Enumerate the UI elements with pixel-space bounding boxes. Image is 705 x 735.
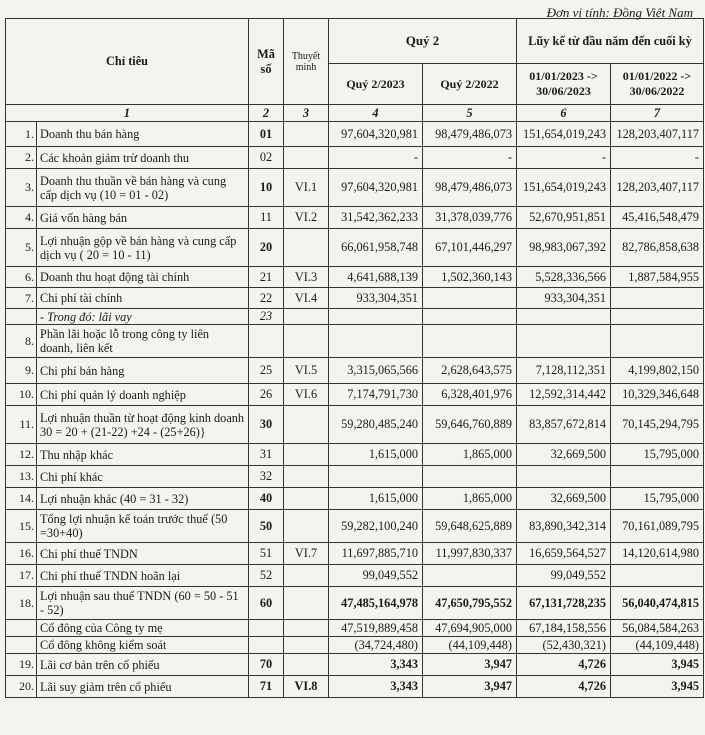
row-q2-2022: 11,997,830,337 [423,543,517,565]
row-q2-2022: 98,479,486,073 [423,122,517,147]
row-q2-2023: 66,061,958,748 [329,229,423,267]
row-code: 51 [249,543,284,565]
row-note [284,444,329,466]
row-q2-2023: 3,315,065,566 [329,358,423,384]
row-number: 9. [6,358,37,384]
row-note: VI.3 [284,267,329,288]
row-code: 23 [249,309,284,325]
row-code: 02 [249,147,284,169]
row-ytd-2023: 4,726 [517,654,611,676]
table-row [6,122,704,147]
row-note [284,654,329,676]
row-q2-2023: 97,604,320,981 [329,169,423,207]
row-note [284,309,329,325]
row-q2-2022: 59,648,625,889 [423,510,517,543]
row-indicator: Chi phí bán hàng [37,358,249,384]
row-ytd-2022: 56,084,584,263 [611,620,704,637]
row-q2-2022: 1,865,000 [423,488,517,510]
row-note [284,510,329,543]
row-q2-2023: 31,542,362,233 [329,207,423,229]
table-row [6,358,704,384]
row-ytd-2022: 3,945 [611,676,704,698]
row-note [284,620,329,637]
row-ytd-2023: 32,669,500 [517,488,611,510]
row-q2-2023: 1,615,000 [329,488,423,510]
row-note [284,565,329,587]
header-ytd-group: Lũy kế từ đầu năm đến cuối kỳ [517,19,704,64]
row-ytd-2022: 10,329,346,648 [611,384,704,406]
row-q2-2023: 97,604,320,981 [329,122,423,147]
table-row [6,309,704,325]
table-row [6,488,704,510]
row-code: 31 [249,444,284,466]
row-note [284,488,329,510]
row-code: 71 [249,676,284,698]
row-code [249,325,284,358]
row-code: 25 [249,358,284,384]
row-q2-2023: 7,174,791,730 [329,384,423,406]
row-q2-2022: 1,865,000 [423,444,517,466]
row-note: VI.2 [284,207,329,229]
row-number: 17. [6,565,37,587]
row-ytd-2023: 67,131,728,235 [517,587,611,620]
row-ytd-2023: - [517,147,611,169]
index-cell: 6 [517,105,611,122]
row-note [284,147,329,169]
row-q2-2023: - [329,147,423,169]
row-indicator: Chi phí thuế TNDN hoãn lại [37,565,249,587]
row-indicator: Doanh thu bán hàng [37,122,249,147]
row-note: VI.1 [284,169,329,207]
row-note [284,122,329,147]
row-code: 11 [249,207,284,229]
index-cell: 5 [423,105,517,122]
row-note [284,466,329,488]
row-number: 13. [6,466,37,488]
row-note [284,406,329,444]
row-code: 30 [249,406,284,444]
row-ytd-2023: 99,049,552 [517,565,611,587]
row-q2-2023: 59,282,100,240 [329,510,423,543]
row-ytd-2022: (44,109,448) [611,637,704,654]
row-ytd-2022: 70,161,089,795 [611,510,704,543]
header-indicator: Chỉ tiêu [6,19,249,105]
row-ytd-2023: 12,592,314,442 [517,384,611,406]
row-indicator: Cổ đông của Công ty mẹ [37,620,249,637]
row-indicator: Chi phí khác [37,466,249,488]
row-ytd-2022: 56,040,474,815 [611,587,704,620]
row-indicator: Phần lãi hoặc lỗ trong công ty liên doanh, liên kết [37,325,249,358]
row-ytd-2022: 128,203,407,117 [611,169,704,207]
row-ytd-2023 [517,466,611,488]
row-code: 50 [249,510,284,543]
row-indicator: Lợi nhuận gộp về bán hàng và cung cấp dịch vụ ( 20 = 10 - 11) [37,229,249,267]
row-q2-2023: 47,519,889,458 [329,620,423,637]
table-row [6,466,704,488]
row-indicator: Lãi suy giảm trên cổ phiếu [37,676,249,698]
row-ytd-2023: 933,304,351 [517,288,611,309]
table-row [6,229,704,267]
row-code: 26 [249,384,284,406]
row-number: 6. [6,267,37,288]
row-ytd-2023: 151,654,019,243 [517,169,611,207]
row-note: VI.6 [284,384,329,406]
row-indicator: - Trong đó: lãi vay [37,309,249,325]
row-ytd-2022 [611,288,704,309]
row-ytd-2023: 5,528,336,566 [517,267,611,288]
row-q2-2023: 3,343 [329,676,423,698]
row-q2-2022: 98,479,486,073 [423,169,517,207]
row-ytd-2023: 52,670,951,851 [517,207,611,229]
row-ytd-2023 [517,309,611,325]
row-q2-2022: - [423,147,517,169]
index-cell: 4 [329,105,423,122]
row-number [6,620,37,637]
row-number: 7. [6,288,37,309]
row-indicator: Các khoản giảm trừ doanh thu [37,147,249,169]
row-ytd-2022: - [611,147,704,169]
header-code: Mã số [249,19,284,105]
table-row [6,169,704,207]
row-ytd-2023: 7,128,112,351 [517,358,611,384]
row-ytd-2023: 151,654,019,243 [517,122,611,147]
row-q2-2022: (44,109,448) [423,637,517,654]
row-q2-2023 [329,466,423,488]
table-row [6,637,704,654]
table-row [6,676,704,698]
row-ytd-2022 [611,309,704,325]
table-row [6,147,704,169]
header-quarter-group: Quý 2 [329,19,517,64]
table-row [6,267,704,288]
row-q2-2023: 933,304,351 [329,288,423,309]
row-ytd-2022: 45,416,548,479 [611,207,704,229]
table-row [6,654,704,676]
row-q2-2023: 47,485,164,978 [329,587,423,620]
row-q2-2023: 11,697,885,710 [329,543,423,565]
row-q2-2023: 99,049,552 [329,565,423,587]
row-number: 19. [6,654,37,676]
row-ytd-2022: 70,145,294,795 [611,406,704,444]
row-indicator: Doanh thu thuần về bán hàng và cung cấp dịch vụ (10 = 01 - 02) [37,169,249,207]
row-code: 21 [249,267,284,288]
row-note: VI.7 [284,543,329,565]
row-note: VI.4 [284,288,329,309]
table-row [6,565,704,587]
row-number: 8. [6,325,37,358]
row-code: 10 [249,169,284,207]
row-number: 11. [6,406,37,444]
unit-label: Đơn vị tính: Đồng Việt Nam [546,5,693,20]
row-q2-2022: 6,328,401,976 [423,384,517,406]
row-q2-2022: 47,694,905,000 [423,620,517,637]
index-cell: 1 [6,105,249,122]
row-ytd-2022: 4,199,802,150 [611,358,704,384]
row-indicator: Lợi nhuận sau thuế TNDN (60 = 50 - 51 - 52) [37,587,249,620]
row-ytd-2023: 32,669,500 [517,444,611,466]
row-ytd-2022: 15,795,000 [611,444,704,466]
row-code: 01 [249,122,284,147]
row-q2-2023 [329,325,423,358]
row-ytd-2023: 16,659,564,527 [517,543,611,565]
row-ytd-2023: 67,184,158,556 [517,620,611,637]
table-row [6,325,704,358]
row-ytd-2022 [611,565,704,587]
row-ytd-2023: (52,430,321) [517,637,611,654]
table-row [6,288,704,309]
row-code: 60 [249,587,284,620]
row-ytd-2022: 82,786,858,638 [611,229,704,267]
index-cell: 3 [284,105,329,122]
row-note [284,325,329,358]
index-cell: 2 [249,105,284,122]
table-row [6,620,704,637]
row-indicator: Chi phí tài chính [37,288,249,309]
row-ytd-2022: 1,887,584,955 [611,267,704,288]
row-q2-2023: (34,724,480) [329,637,423,654]
row-q2-2023: 1,615,000 [329,444,423,466]
row-note: VI.8 [284,676,329,698]
row-ytd-2022: 3,945 [611,654,704,676]
table-row [6,406,704,444]
row-ytd-2022 [611,325,704,358]
row-q2-2022 [423,325,517,358]
row-code: 40 [249,488,284,510]
row-indicator: Chi phí quản lý doanh nghiệp [37,384,249,406]
row-ytd-2022: 128,203,407,117 [611,122,704,147]
row-number: 15. [6,510,37,543]
row-number: 5. [6,229,37,267]
row-indicator: Lãi cơ bản trên cổ phiếu [37,654,249,676]
row-number: 2. [6,147,37,169]
row-q2-2022: 59,646,760,889 [423,406,517,444]
row-indicator: Cổ đông không kiểm soát [37,637,249,654]
row-indicator: Lợi nhuận khác (40 = 31 - 32) [37,488,249,510]
row-ytd-2023: 83,857,672,814 [517,406,611,444]
row-indicator: Doanh thu hoạt động tài chính [37,267,249,288]
header-ytd-2023: 01/01/2023 -> 30/06/2023 [517,64,611,105]
row-number: 20. [6,676,37,698]
row-number [6,309,37,325]
row-ytd-2023: 83,890,342,314 [517,510,611,543]
table-row [6,207,704,229]
row-number [6,637,37,654]
row-number: 1. [6,122,37,147]
row-q2-2022: 67,101,446,297 [423,229,517,267]
row-q2-2022 [423,309,517,325]
row-ytd-2023 [517,325,611,358]
row-ytd-2022 [611,466,704,488]
row-code [249,637,284,654]
table-row [6,587,704,620]
row-code: 70 [249,654,284,676]
table-row [6,384,704,406]
row-q2-2022: 3,947 [423,654,517,676]
row-code: 52 [249,565,284,587]
row-q2-2022: 3,947 [423,676,517,698]
row-q2-2023: 4,641,688,139 [329,267,423,288]
row-q2-2023: 3,343 [329,654,423,676]
row-note [284,229,329,267]
row-note [284,587,329,620]
header-note: Thuyết minh [284,19,329,105]
row-q2-2023: 59,280,485,240 [329,406,423,444]
row-number: 18. [6,587,37,620]
row-number: 12. [6,444,37,466]
row-ytd-2022: 15,795,000 [611,488,704,510]
row-indicator: Giá vốn hàng bán [37,207,249,229]
row-number: 10. [6,384,37,406]
row-note [284,637,329,654]
income-statement-table [5,18,704,698]
row-number: 4. [6,207,37,229]
header-ytd-2022: 01/01/2022 -> 30/06/2022 [611,64,704,105]
header-q2-2023: Quý 2/2023 [329,64,423,105]
table-row [6,543,704,565]
row-ytd-2023: 4,726 [517,676,611,698]
row-q2-2022: 31,378,039,776 [423,207,517,229]
row-q2-2022: 47,650,795,552 [423,587,517,620]
row-q2-2022 [423,288,517,309]
row-q2-2022: 2,628,643,575 [423,358,517,384]
row-q2-2022: 1,502,360,143 [423,267,517,288]
index-cell: 7 [611,105,704,122]
row-indicator: Thu nhập khác [37,444,249,466]
row-ytd-2022: 14,120,614,980 [611,543,704,565]
row-code: 20 [249,229,284,267]
row-indicator: Tổng lợi nhuận kế toán trước thuế (50 =30+40) [37,510,249,543]
row-note: VI.5 [284,358,329,384]
table-row [6,510,704,543]
row-number: 16. [6,543,37,565]
row-number: 3. [6,169,37,207]
table-row [6,444,704,466]
row-code [249,620,284,637]
row-q2-2023 [329,309,423,325]
table-body [6,122,704,698]
row-code: 22 [249,288,284,309]
row-number: 14. [6,488,37,510]
row-q2-2022 [423,565,517,587]
row-indicator: Chi phí thuế TNDN [37,543,249,565]
row-q2-2022 [423,466,517,488]
header-q2-2022: Quý 2/2022 [423,64,517,105]
row-ytd-2023: 98,983,067,392 [517,229,611,267]
row-code: 32 [249,466,284,488]
row-indicator: Lợi nhuận thuần từ hoạt động kinh doanh 30 = 20 + (21-22) +24 - (25+26)} [37,406,249,444]
